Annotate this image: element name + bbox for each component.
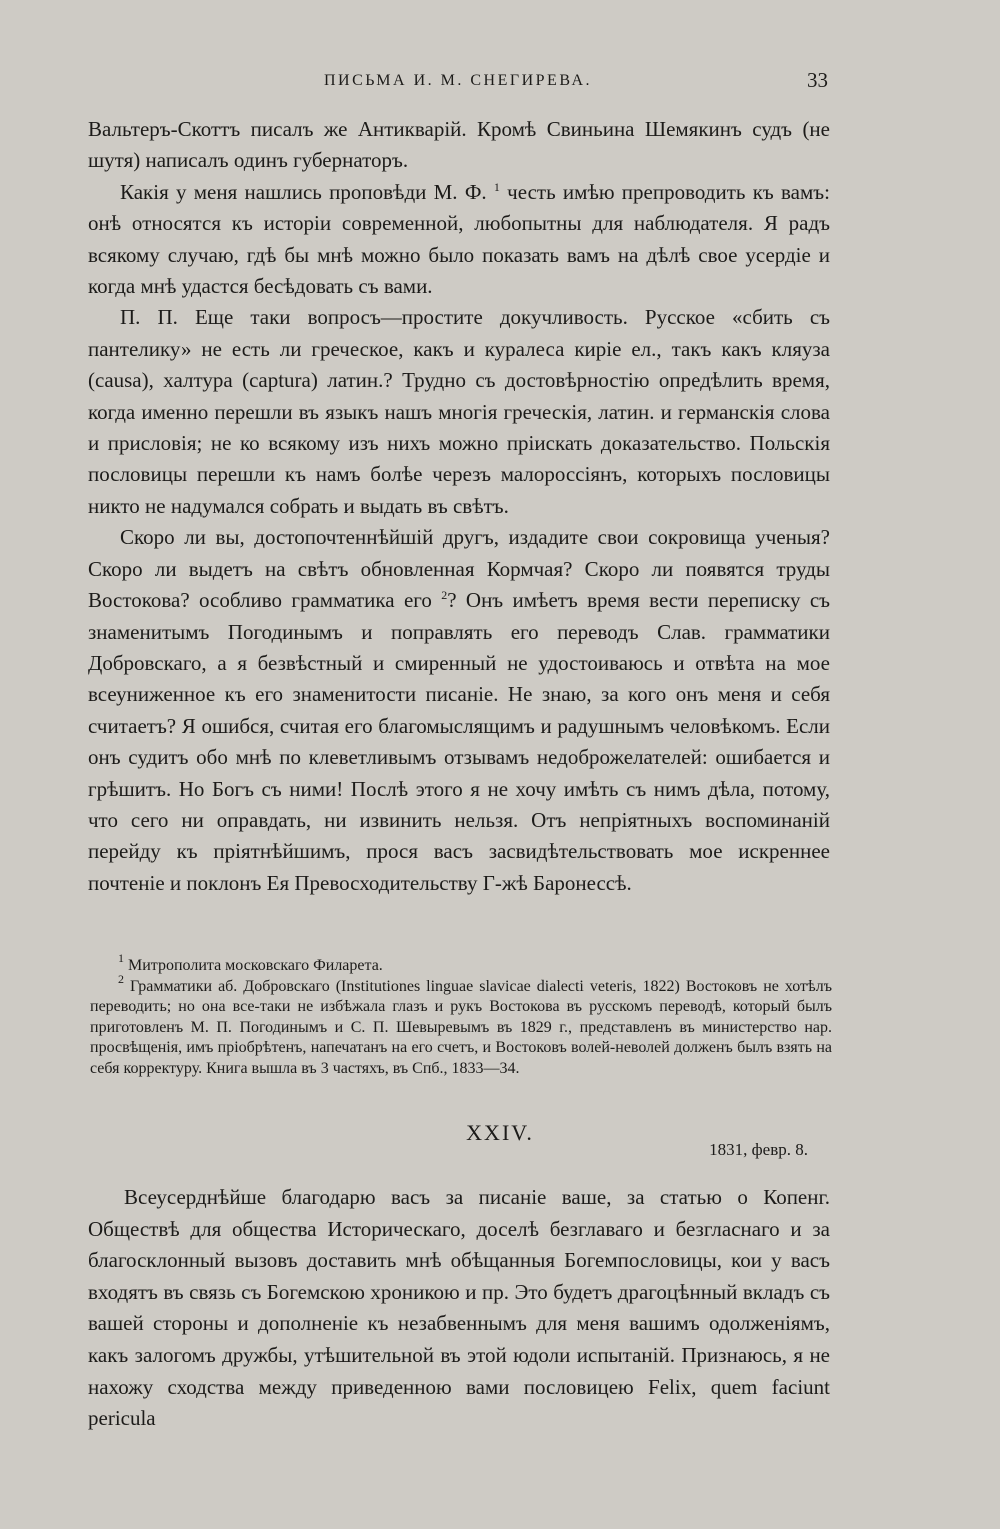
footnote-marker: 2 bbox=[441, 588, 448, 603]
footnote-marker: 2 bbox=[118, 971, 124, 986]
footnote bbox=[90, 951, 832, 977]
text-run: Всеусерднѣйше благодарю васъ за писаніе ваше, за статью о Копенг. Обществѣ для общества Историческаго, доселѣ безглаваго и безгласнаго и за благосклонный вызовъ доставить мнѣ обѣщанныя Богемпословицы, кои у васъ входятъ въ связь съ Богемскою хроникою и пр. Это будетъ драгоцѣнный вкладъ съ вашей стороны и дополненіе къ незабвеннымъ для меня вашимъ одолженіямъ, какъ залогомъ дружбы, утѣшительной въ этой юдоли испытаній. Признаюсь, я не нахожу сходства между приведенною вами пословицею Felix, quem faciunt pericula bbox=[88, 1185, 830, 1431]
text-run: Митрополита московскаго Филарета. bbox=[124, 957, 383, 974]
page-number: 33 bbox=[807, 68, 828, 92]
main-text bbox=[88, 114, 830, 899]
text-run: ? Онъ имѣетъ время вести переписку съ знаменитымъ Погодинымъ и поправлять его переводъ Слав. грамматики Добровскаго, а я безвѣстный и смиренный не удостоиваюсь и отвѣта на мое всеуниженное къ его знаменитости писаніе. Не знаю, за кого онъ меня и себя считаетъ? Я ошибся, считая его благомыслящимъ и радушнымъ человѣкомъ. Если онъ судитъ обо мнѣ по клеветливымъ отзывамъ недоброжелателей: ошибается и грѣшитъ. Но Богъ съ ними! Послѣ этого я не хочу имѣть съ нимъ дѣла, потому, что сего ни оправдать, ни извинить нельзя. Отъ непріятныхъ воспоминаній перейду къ пріятнѣйшимъ, прося васъ засвидѣтельствовать мое искреннее почтеніе и поклонъ Ея Превосходительству Г-жѣ Баронессѣ. bbox=[88, 588, 830, 895]
footnote-marker: 1 bbox=[493, 179, 500, 194]
text-run: честь имѣю препроводить къ вамъ: онѣ относятся къ исторіи современной, любопытны для наблюдателя. Я радъ всякому случаю, гдѣ бы мнѣ можно было показать вамъ на дѣлѣ свое усердіе и когда мнѣ удастся бесѣдовать съ вами. bbox=[88, 179, 830, 299]
text-run: Скоро ли вы, достопочтеннѣйшій другъ, издадите свои сокровища ученыя? Скоро ли выдетъ на свѣтъ обновленная Кормчая? Скоро ли появятся труды Востокова? особливо грамматика его bbox=[88, 525, 830, 613]
running-head bbox=[88, 68, 828, 100]
section-heading: XXIV. bbox=[466, 1120, 534, 1145]
running-title: ПИСЬМА И. М. СНЕГИРЕВА. bbox=[323, 72, 593, 89]
footnote bbox=[90, 971, 832, 1080]
text-run: П. П. Еще таки вопросъ—простите докучливость. Русское «сбить съ пантелику» не есть ли греческое, какъ и куралеса киріе ел., такъ какъ кляуза (causa), халтура (captura) латин.? Трудно съ достовѣрностію опредѣлить время, когда именно перешли въ языкъ нашъ многія греческія, латин. и германскія слова и присловія; не ко всякому изъ нихъ можно пріискать доказательство. Польскія пословицы перешли къ намъ болѣе черезъ малороссіянъ, которыхъ пословицы никто не надумался собрать и выдать въ свѣтъ. bbox=[88, 305, 830, 518]
letter-date: 1831, февр. 8. bbox=[709, 1140, 808, 1159]
text-run: Вальтеръ-Скоттъ писалъ же Антикварій. Кромѣ Свиньина Шемякинъ судъ (не шутя) написалъ одинъ губернаторъ. bbox=[88, 117, 830, 173]
footnotes bbox=[90, 951, 832, 1080]
letter-text bbox=[88, 1182, 830, 1435]
paragraph bbox=[88, 177, 830, 303]
footnote-marker: 1 bbox=[118, 951, 124, 965]
paragraph bbox=[88, 302, 830, 522]
text-run: Грамматики аб. Добровскаго (Institutiones linguae slavicae dialecti veteris, 1822) Востоковъ не хотѣлъ переводить; но она все-таки не избѣжала глазъ и рукъ Востокова въ русскомъ переводѣ, который былъ приготовленъ М. П. Погодинымъ и С. П. Шевыревымъ въ 1829 г., представленъ въ министерство нар. просвѣщенія, имъ пріобрѣтенъ, напечатанъ на его счетъ, и Востоковъ волей-неволей долженъ былъ взять на себя корректуру. Книга вышла въ 3 частяхъ, въ Спб., 1833—34. bbox=[90, 977, 832, 1077]
text-run: Какія у меня нашлись проповѣди М. Ф. bbox=[120, 179, 494, 204]
paragraph bbox=[88, 114, 830, 177]
letter-paragraph bbox=[88, 1182, 830, 1435]
paragraph bbox=[88, 522, 830, 899]
